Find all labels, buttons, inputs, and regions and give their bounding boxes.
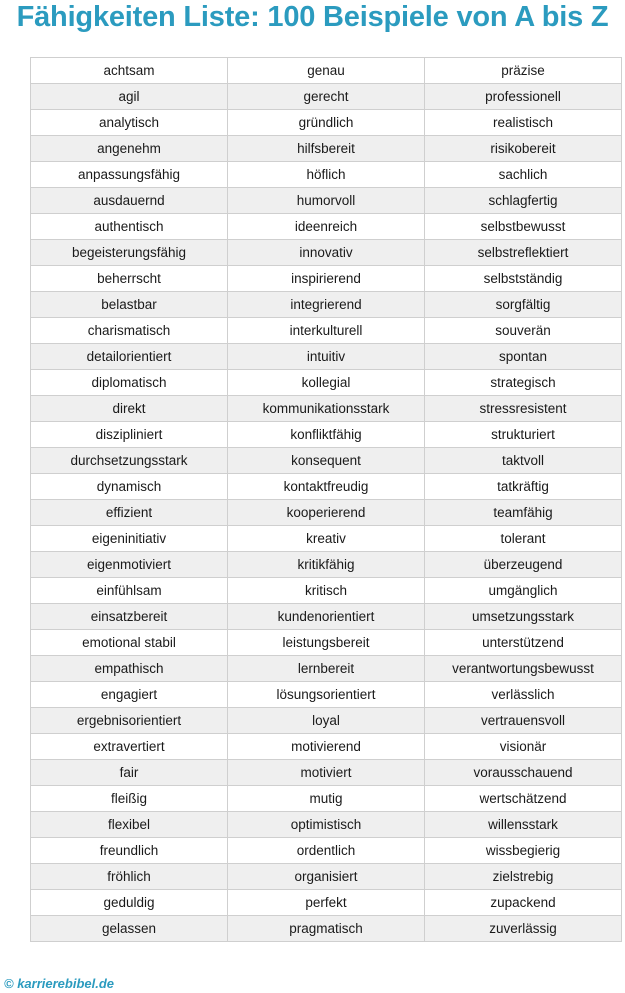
table-cell: effizient — [31, 500, 228, 526]
table-cell: perfekt — [228, 890, 425, 916]
skills-table-container — [30, 57, 622, 942]
table-cell: begeisterungsfähig — [31, 240, 228, 266]
table-cell: belastbar — [31, 292, 228, 318]
table-cell: pragmatisch — [228, 916, 425, 942]
table-cell: geduldig — [31, 890, 228, 916]
table-cell: strukturiert — [425, 422, 622, 448]
table-cell: humorvoll — [228, 188, 425, 214]
table-cell: spontan — [425, 344, 622, 370]
table-cell: kritikfähig — [228, 552, 425, 578]
table-row — [31, 84, 622, 110]
table-row — [31, 58, 622, 84]
table-row — [31, 500, 622, 526]
table-row — [31, 370, 622, 396]
table-cell: gelassen — [31, 916, 228, 942]
table-row — [31, 266, 622, 292]
table-cell: direkt — [31, 396, 228, 422]
table-cell: wertschätzend — [425, 786, 622, 812]
table-cell: kundenorientiert — [228, 604, 425, 630]
table-cell: empathisch — [31, 656, 228, 682]
table-cell: durchsetzungsstark — [31, 448, 228, 474]
table-cell: tatkräftig — [425, 474, 622, 500]
table-cell: vorausschauend — [425, 760, 622, 786]
table-cell: extravertiert — [31, 734, 228, 760]
table-cell: visionär — [425, 734, 622, 760]
table-cell: verlässlich — [425, 682, 622, 708]
table-cell: inspirierend — [228, 266, 425, 292]
table-cell: realistisch — [425, 110, 622, 136]
table-cell: zupackend — [425, 890, 622, 916]
table-cell: lösungsorientiert — [228, 682, 425, 708]
table-row — [31, 734, 622, 760]
table-cell: engagiert — [31, 682, 228, 708]
table-cell: sorgfältig — [425, 292, 622, 318]
table-cell: willensstark — [425, 812, 622, 838]
copyright-footer: © karrierebibel.de — [4, 976, 115, 991]
table-cell: organisiert — [228, 864, 425, 890]
table-cell: hilfsbereit — [228, 136, 425, 162]
table-cell: professionell — [425, 84, 622, 110]
table-cell: teamfähig — [425, 500, 622, 526]
table-row — [31, 890, 622, 916]
table-cell: kontaktfreudig — [228, 474, 425, 500]
table-row — [31, 162, 622, 188]
table-cell: souverän — [425, 318, 622, 344]
table-cell: authentisch — [31, 214, 228, 240]
table-row — [31, 292, 622, 318]
table-row — [31, 682, 622, 708]
table-cell: tolerant — [425, 526, 622, 552]
table-cell: ausdauernd — [31, 188, 228, 214]
table-cell: diszipliniert — [31, 422, 228, 448]
table-cell: strategisch — [425, 370, 622, 396]
table-cell: motiviert — [228, 760, 425, 786]
table-row — [31, 916, 622, 942]
table-cell: taktvoll — [425, 448, 622, 474]
table-row — [31, 110, 622, 136]
table-cell: risikobereit — [425, 136, 622, 162]
table-row — [31, 474, 622, 500]
table-row — [31, 526, 622, 552]
table-cell: sachlich — [425, 162, 622, 188]
table-row — [31, 708, 622, 734]
table-cell: lernbereit — [228, 656, 425, 682]
table-row — [31, 422, 622, 448]
table-cell: angenehm — [31, 136, 228, 162]
table-cell: motivierend — [228, 734, 425, 760]
table-cell: analytisch — [31, 110, 228, 136]
table-cell: kollegial — [228, 370, 425, 396]
table-cell: zielstrebig — [425, 864, 622, 890]
table-cell: vertrauensvoll — [425, 708, 622, 734]
table-cell: optimistisch — [228, 812, 425, 838]
table-cell: stressresistent — [425, 396, 622, 422]
table-row — [31, 838, 622, 864]
table-row — [31, 604, 622, 630]
table-row — [31, 656, 622, 682]
table-cell: einfühlsam — [31, 578, 228, 604]
table-cell: konsequent — [228, 448, 425, 474]
table-cell: interkulturell — [228, 318, 425, 344]
table-cell: emotional stabil — [31, 630, 228, 656]
table-row — [31, 448, 622, 474]
table-row — [31, 396, 622, 422]
table-row — [31, 630, 622, 656]
table-cell: präzise — [425, 58, 622, 84]
table-cell: fleißig — [31, 786, 228, 812]
table-cell: gründlich — [228, 110, 425, 136]
table-cell: loyal — [228, 708, 425, 734]
table-cell: kreativ — [228, 526, 425, 552]
table-row — [31, 240, 622, 266]
table-row — [31, 344, 622, 370]
table-cell: detailorientiert — [31, 344, 228, 370]
table-cell: leistungsbereit — [228, 630, 425, 656]
table-row — [31, 760, 622, 786]
table-row — [31, 552, 622, 578]
skills-table — [30, 57, 622, 942]
table-cell: flexibel — [31, 812, 228, 838]
page-title: Fähigkeiten Liste: 100 Beispiele von A bis Z — [16, 1, 609, 33]
table-cell: genau — [228, 58, 425, 84]
table-cell: eigenmotiviert — [31, 552, 228, 578]
table-cell: umsetzungsstark — [425, 604, 622, 630]
table-cell: fair — [31, 760, 228, 786]
table-cell: selbstreflektiert — [425, 240, 622, 266]
table-cell: umgänglich — [425, 578, 622, 604]
table-cell: kritisch — [228, 578, 425, 604]
table-cell: verantwortungsbewusst — [425, 656, 622, 682]
table-cell: wissbegierig — [425, 838, 622, 864]
table-row — [31, 214, 622, 240]
table-cell: zuverlässig — [425, 916, 622, 942]
table-row — [31, 188, 622, 214]
table-cell: selbstbewusst — [425, 214, 622, 240]
table-cell: eigeninitiativ — [31, 526, 228, 552]
table-cell: achtsam — [31, 58, 228, 84]
table-cell: schlagfertig — [425, 188, 622, 214]
table-cell: charismatisch — [31, 318, 228, 344]
table-row — [31, 786, 622, 812]
table-cell: unterstützend — [425, 630, 622, 656]
table-row — [31, 864, 622, 890]
table-cell: beherrscht — [31, 266, 228, 292]
table-cell: mutig — [228, 786, 425, 812]
table-cell: integrierend — [228, 292, 425, 318]
table-cell: intuitiv — [228, 344, 425, 370]
table-cell: innovativ — [228, 240, 425, 266]
table-cell: gerecht — [228, 84, 425, 110]
table-cell: fröhlich — [31, 864, 228, 890]
table-cell: agil — [31, 84, 228, 110]
table-cell: konfliktfähig — [228, 422, 425, 448]
table-row — [31, 318, 622, 344]
table-cell: kooperierend — [228, 500, 425, 526]
table-cell: ordentlich — [228, 838, 425, 864]
table-cell: selbstständig — [425, 266, 622, 292]
table-cell: dynamisch — [31, 474, 228, 500]
table-cell: ideenreich — [228, 214, 425, 240]
table-row — [31, 136, 622, 162]
table-cell: kommunikationsstark — [228, 396, 425, 422]
table-row — [31, 578, 622, 604]
table-cell: überzeugend — [425, 552, 622, 578]
table-row — [31, 812, 622, 838]
table-cell: anpassungsfähig — [31, 162, 228, 188]
skills-table-body — [31, 58, 622, 942]
table-cell: einsatzbereit — [31, 604, 228, 630]
table-cell: diplomatisch — [31, 370, 228, 396]
table-cell: höflich — [228, 162, 425, 188]
table-cell: ergebnisorientiert — [31, 708, 228, 734]
table-cell: freundlich — [31, 838, 228, 864]
